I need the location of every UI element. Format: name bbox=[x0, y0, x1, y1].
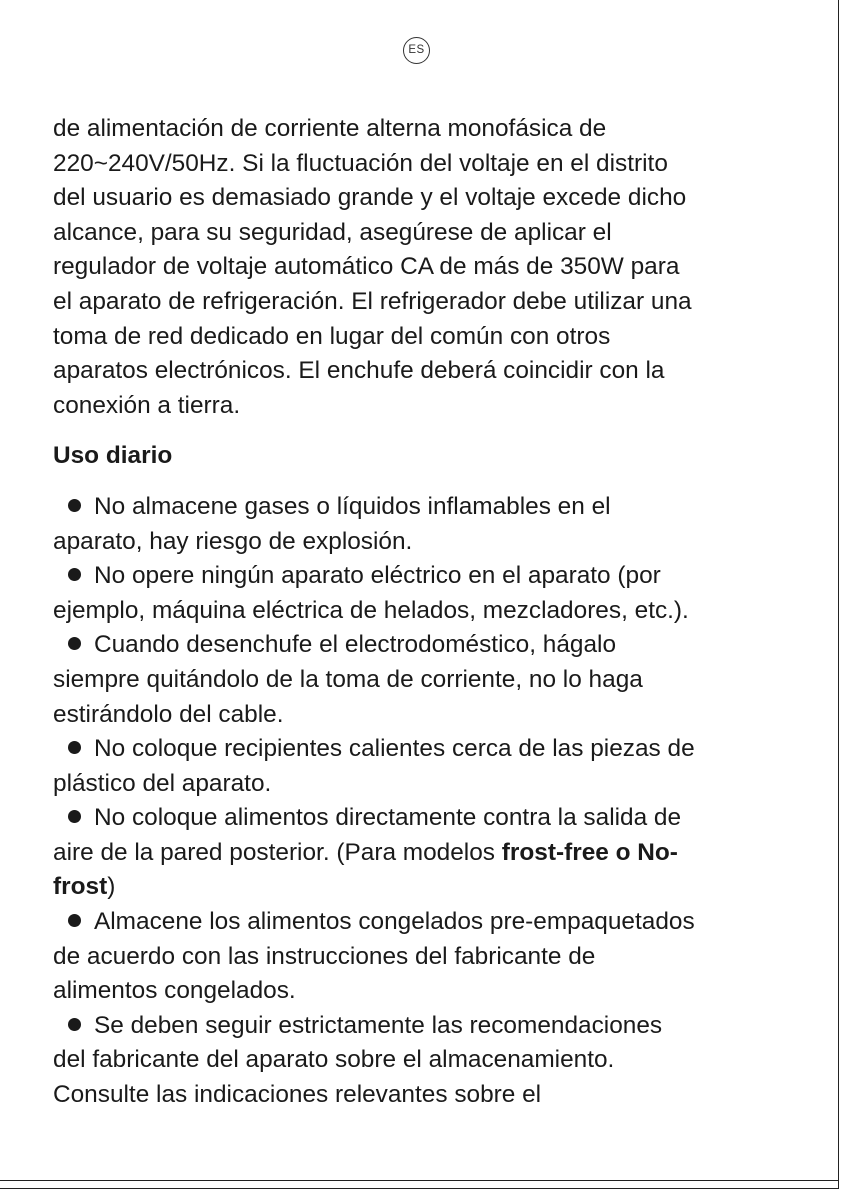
bullet-text: Cuando desenchufe el electrodoméstico, hágalo bbox=[94, 631, 617, 659]
bullet-dot-icon bbox=[68, 914, 81, 927]
page-content bbox=[53, 112, 793, 1113]
intro-line: regulador de voltaje automático CA de más de 350W para bbox=[53, 253, 680, 281]
language-badge: ES bbox=[403, 37, 430, 64]
list-item bbox=[53, 490, 793, 559]
bullet-text: aire de la pared posterior. (Para modelos bbox=[53, 838, 502, 866]
list-item bbox=[53, 559, 793, 628]
list-item bbox=[53, 732, 793, 801]
bullet-dot-icon bbox=[68, 741, 81, 754]
bullet-bold-text: frost bbox=[53, 873, 108, 901]
intro-line: del usuario es demasiado grande y el voltaje excede dicho bbox=[53, 184, 687, 212]
bullet-text: No coloque alimentos directamente contra la salida de bbox=[94, 804, 682, 832]
bullet-text: plástico del aparato. bbox=[53, 769, 272, 797]
intro-line: de alimentación de corriente alterna monofásica de bbox=[53, 115, 607, 142]
bullet-text: alimentos congelados. bbox=[53, 977, 296, 1005]
list-item bbox=[53, 628, 793, 732]
list-item bbox=[53, 801, 793, 905]
bullet-text: Se deben seguir estrictamente las recomendaciones bbox=[94, 1011, 663, 1039]
section-heading: Uso diario bbox=[53, 442, 173, 470]
intro-line: el aparato de refrigeración. El refrigerador debe utilizar una bbox=[53, 287, 692, 315]
bullet-list bbox=[53, 490, 793, 1113]
intro-line: conexión a tierra. bbox=[53, 391, 241, 419]
bullet-text: No coloque recipientes calientes cerca de las piezas de bbox=[94, 735, 695, 763]
bullet-bold-text: frost-free o No- bbox=[501, 838, 678, 866]
bullet-dot-icon bbox=[68, 1018, 81, 1031]
bullet-text: Almacene los alimentos congelados pre-empaquetados bbox=[94, 908, 695, 936]
bullet-text: estirándolo del cable. bbox=[53, 700, 284, 728]
bullet-dot-icon bbox=[68, 499, 81, 512]
intro-line: toma de red dedicado en lugar del común con otros bbox=[53, 322, 611, 350]
bullet-text: ejemplo, máquina eléctrica de helados, mezcladores, etc.). bbox=[53, 596, 689, 624]
bullet-text: No almacene gases o líquidos inflamables en el bbox=[94, 492, 611, 520]
bullet-text: de acuerdo con las instrucciones del fabricante de bbox=[53, 942, 596, 970]
bullet-text: aparato, hay riesgo de explosión. bbox=[53, 527, 413, 555]
intro-line: alcance, para su seguridad, asegúrese de aplicar el bbox=[53, 218, 612, 246]
bullet-text: siempre quitándolo de la toma de corriente, no lo haga bbox=[53, 665, 643, 693]
list-item bbox=[53, 1009, 793, 1113]
bullet-text: Consulte las indicaciones relevantes sobre el bbox=[53, 1081, 542, 1109]
bullet-dot-icon bbox=[68, 637, 81, 650]
bullet-dot-icon bbox=[68, 810, 81, 823]
bullet-text: del fabricante del aparato sobre el almacenamiento. bbox=[53, 1046, 615, 1074]
intro-paragraph bbox=[53, 112, 793, 423]
intro-line: 220~240V/50Hz. Si la fluctuación del voltaje en el distrito bbox=[53, 149, 668, 177]
bullet-text: No opere ningún aparato eléctrico en el aparato (por bbox=[94, 562, 661, 590]
bullet-dot-icon bbox=[68, 568, 81, 581]
intro-line: aparatos electrónicos. El enchufe deberá coincidir con la bbox=[53, 357, 665, 385]
bullet-text: ) bbox=[107, 873, 116, 901]
list-item bbox=[53, 905, 793, 1009]
